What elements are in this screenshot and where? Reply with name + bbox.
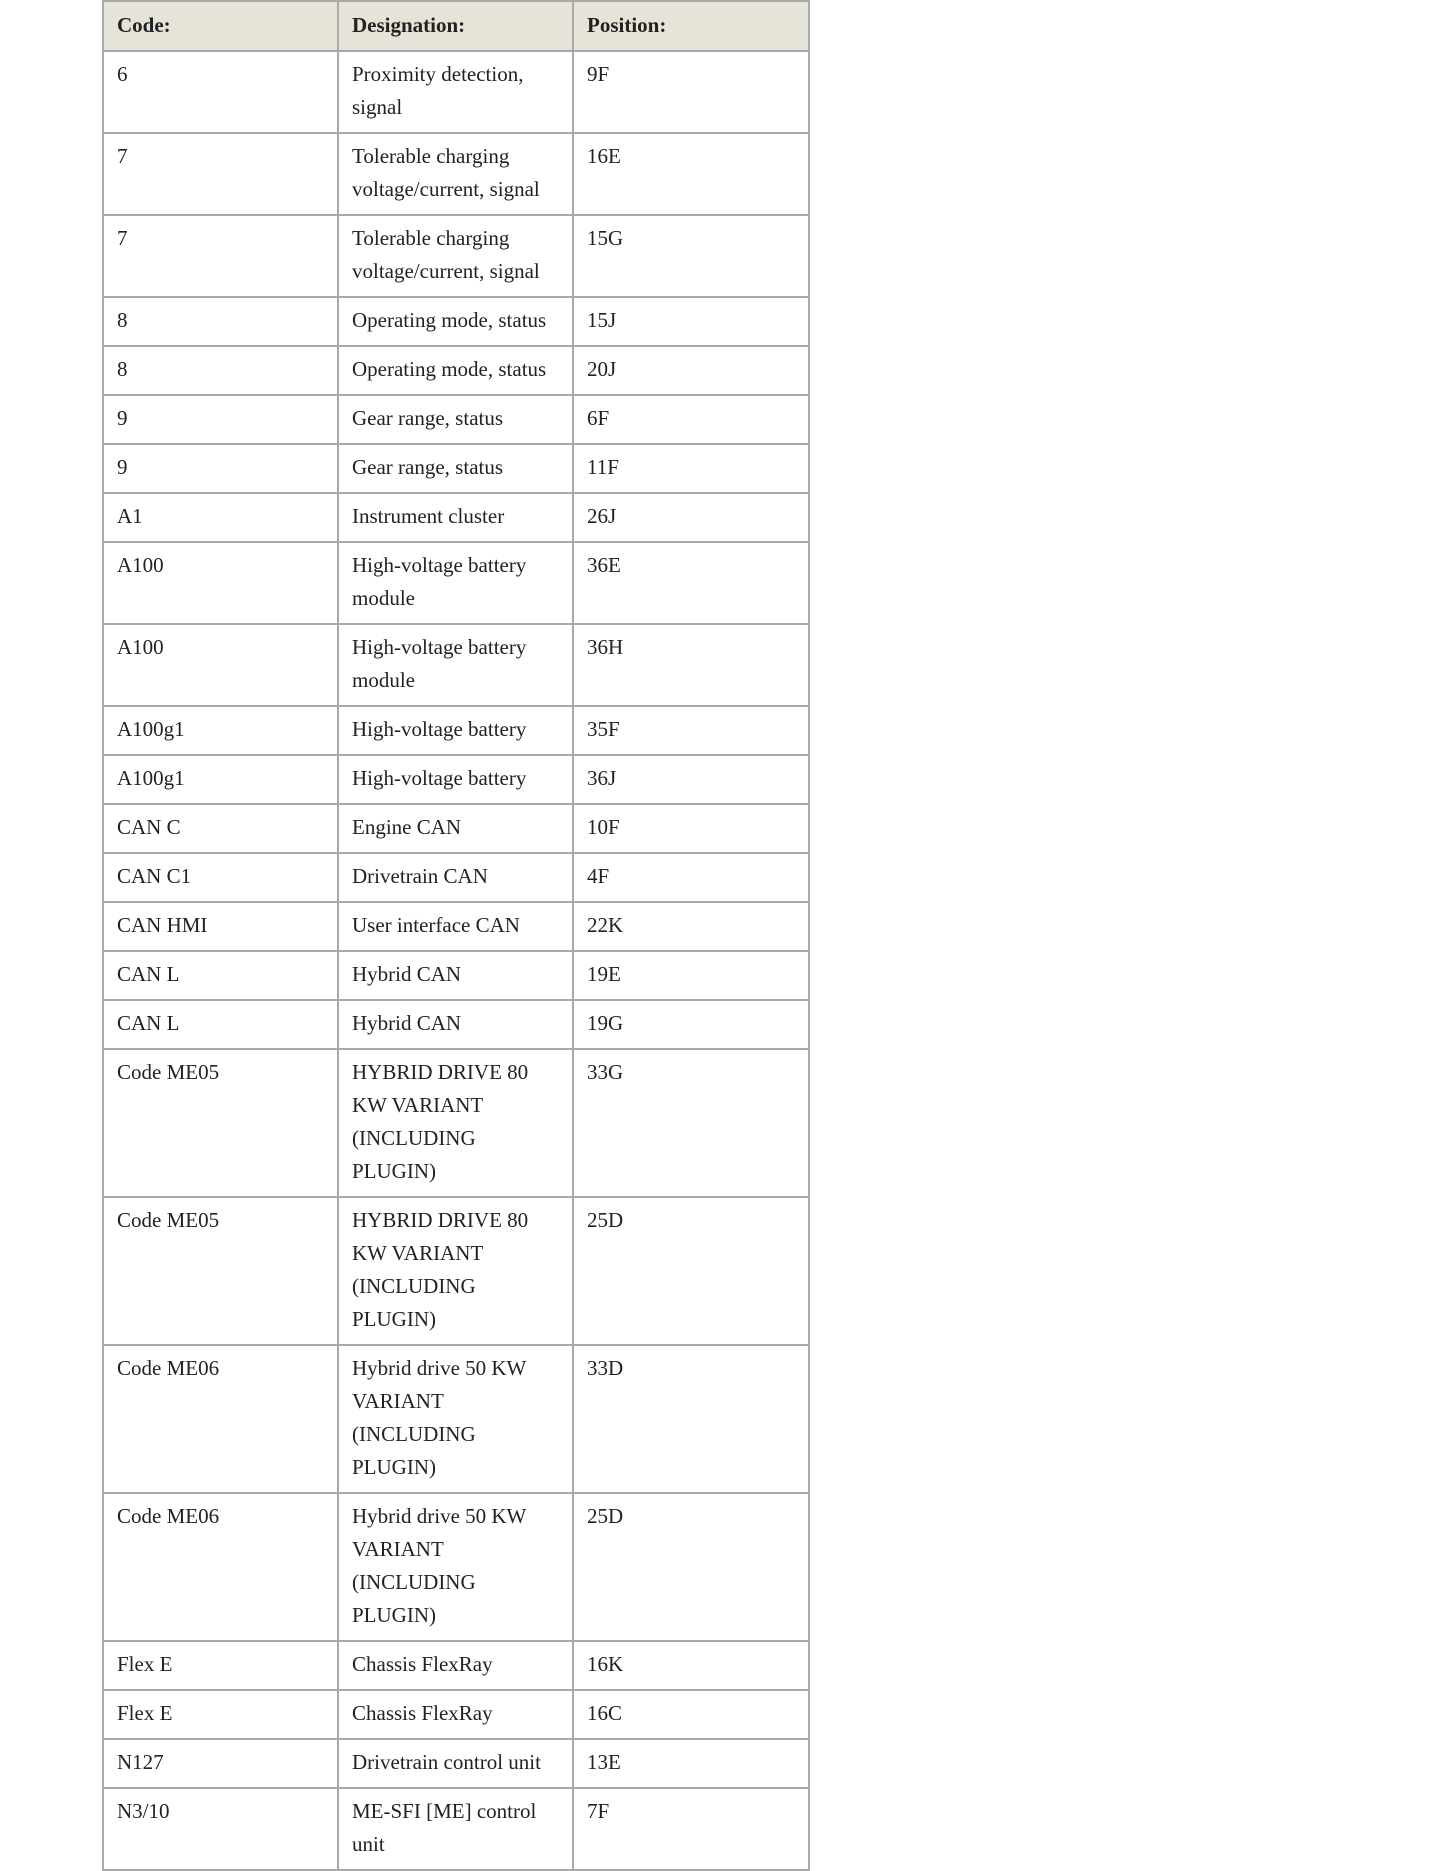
cell-designation: High-voltage battery module <box>338 542 573 624</box>
cell-designation: Operating mode, status <box>338 297 573 346</box>
cell-position: 36E <box>573 542 809 624</box>
table-row <box>103 444 809 493</box>
table-row <box>103 542 809 624</box>
table-row <box>103 1788 809 1870</box>
cell-designation: Instrument cluster <box>338 493 573 542</box>
table-row <box>103 1049 809 1197</box>
cell-position: 20J <box>573 346 809 395</box>
cell-designation: Hybrid drive 50 KW VARIANT (INCLUDING PLUGIN) <box>338 1345 573 1493</box>
cell-code: CAN HMI <box>103 902 338 951</box>
cell-designation: Tolerable charging voltage/current, signal <box>338 215 573 297</box>
cell-designation: Engine CAN <box>338 804 573 853</box>
cell-position: 7F <box>573 1788 809 1870</box>
cell-designation: Hybrid CAN <box>338 951 573 1000</box>
table-row <box>103 755 809 804</box>
table-row <box>103 1000 809 1049</box>
table-row <box>103 297 809 346</box>
header-code: Code: <box>103 1 338 51</box>
table-row <box>103 1197 809 1345</box>
table-row <box>103 951 809 1000</box>
cell-code: CAN C <box>103 804 338 853</box>
cell-position: 6F <box>573 395 809 444</box>
cell-code: A1 <box>103 493 338 542</box>
cell-designation: HYBRID DRIVE 80 KW VARIANT (INCLUDING PLUGIN) <box>338 1197 573 1345</box>
cell-position: 36J <box>573 755 809 804</box>
table-row <box>103 1739 809 1788</box>
cell-position: 33G <box>573 1049 809 1197</box>
cell-designation: High-voltage battery <box>338 706 573 755</box>
cell-designation: ME-SFI [ME] control unit <box>338 1788 573 1870</box>
table-row <box>103 133 809 215</box>
cell-position: 4F <box>573 853 809 902</box>
cell-position: 11F <box>573 444 809 493</box>
cell-designation: HYBRID DRIVE 80 KW VARIANT (INCLUDING PLUGIN) <box>338 1049 573 1197</box>
cell-position: 19E <box>573 951 809 1000</box>
legend-table <box>102 0 810 1871</box>
cell-position: 22K <box>573 902 809 951</box>
cell-designation: Proximity detection, signal <box>338 51 573 133</box>
cell-code: A100g1 <box>103 755 338 804</box>
cell-code: A100g1 <box>103 706 338 755</box>
cell-code: A100 <box>103 624 338 706</box>
cell-designation: Tolerable charging voltage/current, signal <box>338 133 573 215</box>
cell-code: CAN C1 <box>103 853 338 902</box>
cell-designation: Hybrid drive 50 KW VARIANT (INCLUDING PLUGIN) <box>338 1493 573 1641</box>
cell-code: Code ME06 <box>103 1345 338 1493</box>
cell-designation: Chassis FlexRay <box>338 1641 573 1690</box>
cell-designation: Gear range, status <box>338 444 573 493</box>
cell-code: 7 <box>103 133 338 215</box>
table-row <box>103 902 809 951</box>
cell-code: 9 <box>103 395 338 444</box>
cell-designation: Drivetrain CAN <box>338 853 573 902</box>
header-designation: Designation: <box>338 1 573 51</box>
cell-position: 16K <box>573 1641 809 1690</box>
cell-designation: User interface CAN <box>338 902 573 951</box>
cell-code: Flex E <box>103 1641 338 1690</box>
cell-designation: Chassis FlexRay <box>338 1690 573 1739</box>
cell-designation: Gear range, status <box>338 395 573 444</box>
header-row <box>103 1 809 51</box>
cell-code: 9 <box>103 444 338 493</box>
cell-code: Code ME05 <box>103 1197 338 1345</box>
cell-designation: Hybrid CAN <box>338 1000 573 1049</box>
cell-code: N3/10 <box>103 1788 338 1870</box>
cell-position: 16C <box>573 1690 809 1739</box>
table-row <box>103 51 809 133</box>
cell-code: 7 <box>103 215 338 297</box>
cell-position: 25D <box>573 1493 809 1641</box>
cell-code: 6 <box>103 51 338 133</box>
table-row <box>103 1641 809 1690</box>
cell-code: N127 <box>103 1739 338 1788</box>
cell-position: 19G <box>573 1000 809 1049</box>
table-row <box>103 346 809 395</box>
cell-position: 13E <box>573 1739 809 1788</box>
cell-code: Flex E <box>103 1690 338 1739</box>
table-row <box>103 493 809 542</box>
cell-code: Code ME06 <box>103 1493 338 1641</box>
table-body <box>103 51 809 1870</box>
cell-position: 25D <box>573 1197 809 1345</box>
table-row <box>103 804 809 853</box>
cell-code: A100 <box>103 542 338 624</box>
cell-position: 10F <box>573 804 809 853</box>
cell-designation: High-voltage battery <box>338 755 573 804</box>
cell-position: 15G <box>573 215 809 297</box>
table-row <box>103 1493 809 1641</box>
table-header <box>103 1 809 51</box>
table-row <box>103 395 809 444</box>
cell-position: 36H <box>573 624 809 706</box>
table-row <box>103 706 809 755</box>
table-row <box>103 1345 809 1493</box>
cell-position: 26J <box>573 493 809 542</box>
table-row <box>103 215 809 297</box>
header-position: Position: <box>573 1 809 51</box>
table-row <box>103 624 809 706</box>
cell-designation: Operating mode, status <box>338 346 573 395</box>
cell-position: 9F <box>573 51 809 133</box>
cell-position: 15J <box>573 297 809 346</box>
cell-code: 8 <box>103 297 338 346</box>
table-row <box>103 853 809 902</box>
cell-code: 8 <box>103 346 338 395</box>
cell-code: CAN L <box>103 951 338 1000</box>
cell-position: 16E <box>573 133 809 215</box>
cell-designation: Drivetrain control unit <box>338 1739 573 1788</box>
cell-designation: High-voltage battery module <box>338 624 573 706</box>
cell-code: CAN L <box>103 1000 338 1049</box>
cell-position: 33D <box>573 1345 809 1493</box>
cell-code: Code ME05 <box>103 1049 338 1197</box>
cell-position: 35F <box>573 706 809 755</box>
table-row <box>103 1690 809 1739</box>
